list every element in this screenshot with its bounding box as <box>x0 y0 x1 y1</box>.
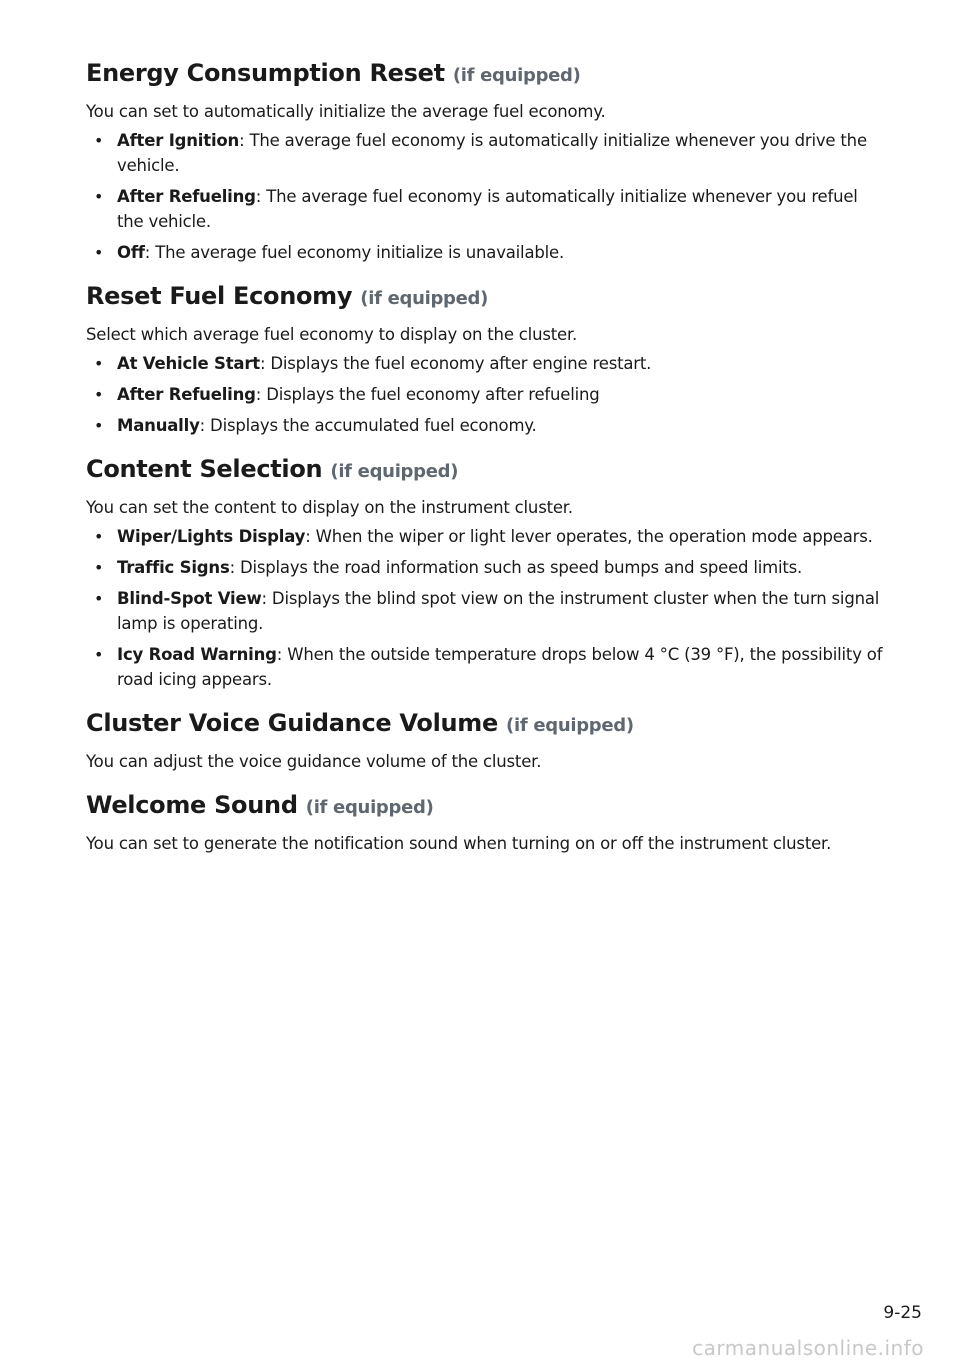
heading-suffix: (if equipped) <box>330 461 459 482</box>
page-content <box>86 56 886 860</box>
list-item <box>86 240 886 265</box>
heading-title: Content Selection <box>86 455 323 483</box>
heading-title: Energy Consumption Reset <box>86 59 445 87</box>
section-welcome-sound <box>86 788 886 856</box>
item-text: : Displays the blind spot view on the instrument cluster when the turn signal lamp is operating. <box>117 589 880 633</box>
list-item <box>86 555 886 580</box>
bullet-icon: • <box>94 527 104 546</box>
section-intro: You can set to generate the notification sound when turning on or off the instrument cluster. <box>86 834 832 853</box>
item-term: After Refueling <box>117 385 256 404</box>
item-term: Manually <box>117 416 200 435</box>
item-term: Traffic Signs <box>117 558 230 577</box>
bullet-icon: • <box>94 416 104 435</box>
bullet-icon: • <box>94 589 104 608</box>
item-text: : Displays the fuel economy after refueling <box>255 385 600 404</box>
item-text: : The average fuel economy is automatically initialize whenever you drive the vehicle. <box>117 131 867 175</box>
item-text: : Displays the fuel economy after engine restart. <box>259 354 652 373</box>
list-item <box>86 128 886 178</box>
section-cluster-voice-guidance-volume <box>86 706 886 774</box>
bullet-list <box>86 128 886 265</box>
list-item <box>86 351 886 376</box>
bullet-icon: • <box>94 645 104 664</box>
list-item <box>86 413 886 438</box>
item-text: : Displays the accumulated fuel economy. <box>199 416 537 435</box>
item-text: : When the wiper or light lever operates, the operation mode appears. <box>305 527 873 546</box>
item-term: Blind-Spot View <box>117 589 262 608</box>
heading-suffix: (if equipped) <box>506 715 634 736</box>
item-term: Off <box>117 243 145 262</box>
list-item <box>86 642 886 692</box>
heading-suffix: (if equipped) <box>305 797 434 818</box>
bullet-icon: • <box>94 385 104 404</box>
bullet-icon: • <box>94 243 104 262</box>
item-term: Wiper/Lights Display <box>117 527 306 546</box>
bullet-icon: • <box>94 558 104 577</box>
section-heading <box>86 788 886 825</box>
section-heading <box>86 56 886 93</box>
bullet-list <box>86 524 886 692</box>
item-text: : Displays the road information such as speed bumps and speed limits. <box>229 558 803 577</box>
item-text: : The average fuel economy is automatically initialize whenever you refuel the vehicle. <box>117 187 858 231</box>
section-intro: Select which average fuel economy to display on the cluster. <box>86 325 578 344</box>
bullet-icon: • <box>94 131 104 150</box>
section-intro: You can set the content to display on the instrument cluster. <box>86 498 573 517</box>
section-heading <box>86 706 886 743</box>
list-item <box>86 524 886 549</box>
item-term: Icy Road Warning <box>117 645 277 664</box>
section-content-selection <box>86 452 886 692</box>
bullet-icon: • <box>94 187 104 206</box>
list-item <box>86 382 886 407</box>
watermark: carmanualsonline.info <box>692 1336 924 1360</box>
bullet-icon: • <box>94 354 104 373</box>
section-intro: You can adjust the voice guidance volume of the cluster. <box>86 752 542 771</box>
item-text: : The average fuel economy initialize is unavailable. <box>144 243 565 262</box>
page-number: 9-25 <box>883 1303 922 1323</box>
section-energy-consumption-reset <box>86 56 886 265</box>
item-term: At Vehicle Start <box>117 354 260 373</box>
heading-title: Reset Fuel Economy <box>86 282 353 310</box>
section-intro: You can set to automatically initialize the average fuel economy. <box>86 102 606 121</box>
item-text: : When the outside temperature drops below 4 °C (39 °F), the possibility of road icing appears. <box>117 645 883 689</box>
heading-suffix: (if equipped) <box>360 288 489 309</box>
list-item <box>86 184 886 234</box>
heading-suffix: (if equipped) <box>452 65 581 86</box>
item-term: After Refueling <box>117 187 256 206</box>
section-reset-fuel-economy <box>86 279 886 438</box>
heading-title: Cluster Voice Guidance Volume <box>86 709 498 737</box>
list-item <box>86 586 886 636</box>
bullet-list <box>86 351 886 438</box>
item-term: After Ignition <box>117 131 240 150</box>
heading-title: Welcome Sound <box>86 791 298 819</box>
section-heading <box>86 279 886 316</box>
section-heading <box>86 452 886 489</box>
